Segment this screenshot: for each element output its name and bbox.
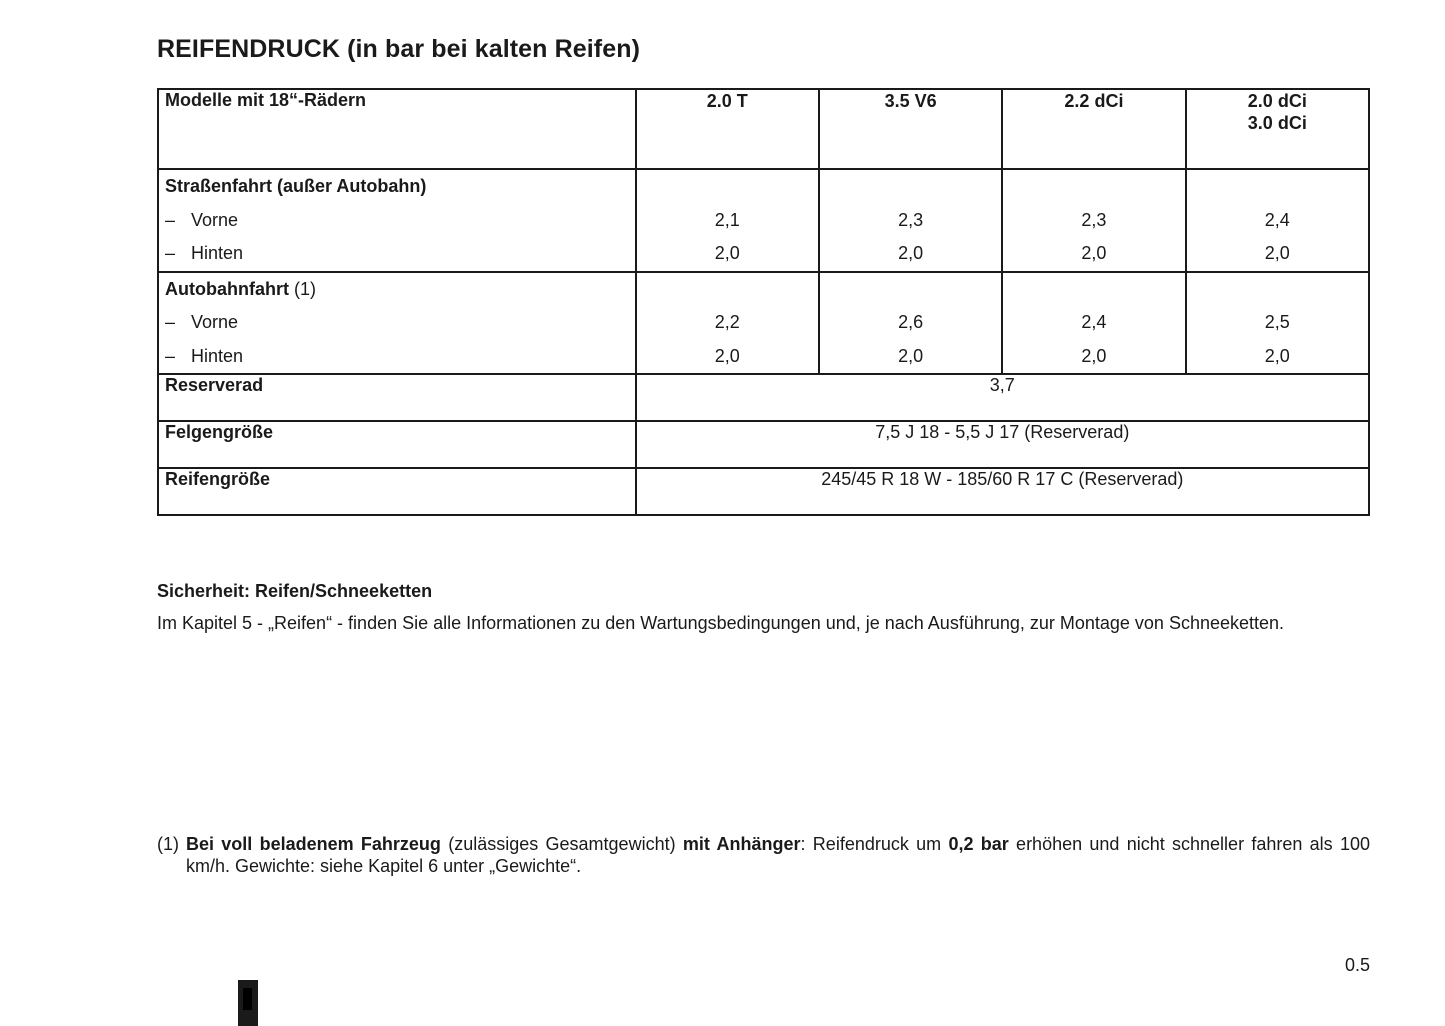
value-cell: 2,0 [898, 345, 924, 366]
value-cell: 2,5 [1264, 312, 1290, 332]
header-label: Modelle mit 18“-Rädern [158, 89, 636, 169]
row-label: Reifengröße [158, 468, 636, 515]
row-tire-size [158, 468, 1369, 515]
group-heading: Straßenfahrt (außer Autobahn) [165, 176, 427, 196]
value-cell: 2,4 [1081, 312, 1107, 332]
safety-notice [157, 580, 1370, 634]
row-label-front: Vorne [191, 209, 239, 230]
value-cell: 2,3 [898, 209, 924, 230]
value-cell: 2,3 [1081, 209, 1107, 230]
header-col-2-2-dci: 2.2 dCi [1002, 89, 1185, 169]
header-col-2-0-t: 2.0 T [636, 89, 819, 169]
value-cell: 2,0 [1264, 345, 1290, 366]
row-rim-size [158, 421, 1369, 468]
page-number: 0.5 [1344, 955, 1370, 975]
row-value: 245/45 R 18 W - 185/60 R 17 C (Reserverad) [636, 468, 1369, 515]
footnote-marker: (1) [157, 834, 179, 854]
value-cell: 2,0 [1264, 243, 1290, 263]
row-value: 3,7 [636, 374, 1369, 421]
value-cell: 2,4 [1264, 209, 1290, 230]
row-label-rear: Hinten [191, 243, 244, 263]
table-header-row [158, 89, 1369, 169]
footnote-ref: (1) [294, 278, 316, 299]
value-cell: 2,1 [714, 209, 740, 230]
row-label-rear: Hinten [191, 345, 244, 366]
header-col-3-5-v6: 3.5 V6 [819, 89, 1002, 169]
value-cell: 2,0 [714, 243, 740, 263]
header-col-3-0-dci: 3.0 dCi [1247, 113, 1307, 133]
row-value: 7,5 J 18 - 5,5 J 17 (Reserverad) [636, 421, 1369, 468]
header-col-dci-combined [1186, 89, 1369, 169]
footnote [157, 833, 1370, 877]
row-label: Reserverad [158, 374, 636, 421]
group-road-driving: Straßenfahrt (außer Autobahn) – Vorne – Hinten 2,1 2,0 2,3 2,0 2,3 2,0 2,4 2,0 [158, 169, 1369, 272]
group-heading: Autobahnfahrt [165, 278, 289, 299]
value-cell: 2,6 [898, 312, 924, 332]
value-cell: 2,0 [1081, 345, 1107, 366]
value-cell: 2,2 [714, 312, 740, 332]
value-cell: 2,0 [898, 243, 924, 263]
notice-text: Im Kapitel 5 - „Reifen“ - finden Sie alle Informationen zu den Wartungsbedingungen und, je nach Ausführung, zur Montage von Schneeketten. [157, 613, 1285, 633]
row-label: Felgengröße [158, 421, 636, 468]
tire-pressure-table [157, 88, 1370, 516]
footnote-text: Bei voll beladenem Fahrzeug (zulässiges Gesamtgewicht) mit Anhänger: Reifendruck um 0,2 bar erhöhen und nicht schneller fahren als 100 km/h. Gewichte: siehe Kapitel 6 unter „Gewichte“. [186, 834, 1371, 876]
row-label-front: Vorne [191, 312, 239, 332]
group-highway-driving: Autobahnfahrt (1) – Vorne – Hinten 2,2 2,0 2,6 2,0 2,4 2,0 2,5 2,0 [158, 272, 1369, 375]
value-cell: 2,0 [1081, 243, 1107, 263]
value-cell: 2,0 [714, 345, 740, 366]
header-col-2-0-dci: 2.0 dCi [1247, 91, 1307, 111]
page-title: REIFENDRUCK (in bar bei kalten Reifen) [157, 35, 641, 63]
chapter-tab-marker [238, 980, 258, 1026]
notice-heading: Sicherheit: Reifen/Schneeketten [157, 581, 433, 601]
row-spare-wheel [158, 374, 1369, 421]
